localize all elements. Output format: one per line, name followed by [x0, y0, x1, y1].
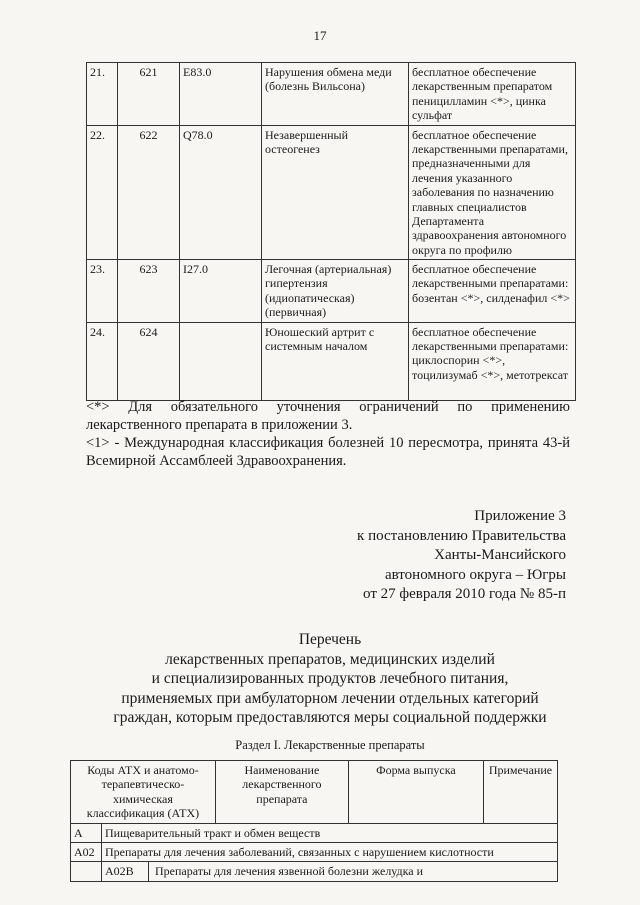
table-header-row: [71, 761, 558, 824]
title-line: применяемых при амбулаторном лечении отдельных категорий: [121, 689, 539, 707]
title-line: Перечень: [298, 631, 362, 648]
row-code: 622: [118, 125, 180, 260]
appendix-line: от 27 февраля 2010 года № 85-п: [363, 586, 566, 602]
table-row: [87, 125, 576, 260]
appendix-line: Приложение 3: [474, 508, 566, 524]
row-provision: бесплатное обеспечение лекарственными препаратами, предназначенными для лечения указанного заболевания по назначению главных специалистов Департамента здравоохранения автономного округа по профилю: [409, 125, 576, 260]
row-icd: E83.0: [180, 63, 262, 126]
atc-subrow: [102, 862, 558, 881]
atc-code: A02B: [102, 862, 149, 880]
appendix-header: [357, 507, 566, 605]
title-line: граждан, которым предоставляются меры социальной поддержки: [113, 709, 547, 726]
row-icd: I27.0: [180, 260, 262, 323]
row-number: 22.: [87, 125, 118, 260]
table-row: [71, 823, 558, 842]
table-row: [87, 63, 576, 126]
atc-indent: [71, 862, 102, 881]
footnote-icd: <1> - Международная классификация болезней 10 пересмотра, принята 43-й Всемирной Ассамблеей Здравоохранения.: [86, 435, 570, 469]
row-number: 23.: [87, 260, 118, 323]
title-line: и специализированных продуктов лечебного питания,: [151, 670, 509, 687]
atc-code: A: [71, 823, 102, 842]
row-code: 623: [118, 260, 180, 323]
row-icd: [180, 322, 262, 400]
table-row: [87, 260, 576, 323]
atc-label: Препараты для лечения язвенной болезни желудка и: [155, 864, 424, 879]
document-title: [60, 630, 600, 728]
row-code: 621: [118, 63, 180, 126]
header-note: Примечание: [483, 761, 557, 824]
row-icd: Q78.0: [180, 125, 262, 260]
row-number: 21.: [87, 63, 118, 126]
appendix-line: автономного округа – Югры: [384, 566, 566, 583]
page-number: 17: [313, 28, 327, 43]
appendix-line: к постановлению Правительства: [357, 527, 566, 544]
row-disease: Юношеский артрит с системным началом: [262, 322, 409, 400]
title-line: лекарственных препаратов, медицинских изделий: [165, 650, 495, 668]
row-number: 24.: [87, 322, 118, 400]
atc-label: Препараты для лечения заболеваний, связанных с нарушением кислотности: [102, 842, 558, 861]
header-drug-name: Наименование лекарственного препарата: [215, 761, 348, 824]
row-disease: Незавершенный остеогенез: [262, 125, 409, 260]
row-provision: бесплатное обеспечение лекарственными препаратами: бозентан <*>, силденафил <*>: [409, 260, 576, 323]
row-provision: бесплатное обеспечение лекарственным препаратом пеницилламин <*>, цинка сульфат: [409, 63, 576, 126]
atc-label: Пищеварительный тракт и обмен веществ: [102, 823, 558, 842]
row-disease: Нарушения обмена меди (болезнь Вильсона): [262, 63, 409, 126]
table-row: [71, 862, 558, 881]
header-form: Форма выпуска: [348, 761, 483, 824]
conditions-table: [86, 62, 576, 401]
header-atc: Коды АТХ и анатомо-терапевтическо-химическая классификация (АТХ): [71, 761, 216, 824]
atc-code: A02: [71, 842, 102, 861]
table-row: [71, 842, 558, 861]
section-title: Раздел I. Лекарственные препараты: [235, 738, 425, 752]
row-disease: Легочная (артериальная) гипертензия (идиопатическая) (первичная): [262, 260, 409, 323]
footnote-asterisk: <*> Для обязательного уточнения ограничений по применению лекарственного препарата в приложении 3.: [86, 399, 570, 433]
row-code: 624: [118, 322, 180, 400]
row-provision: бесплатное обеспечение лекарственными препаратами: циклоспорин <*>, тоцилизумаб <*>, метотрексат: [409, 322, 576, 400]
table-row: [87, 322, 576, 400]
drugs-table: [70, 760, 558, 882]
appendix-line: Ханты-Мансийского: [434, 547, 566, 563]
